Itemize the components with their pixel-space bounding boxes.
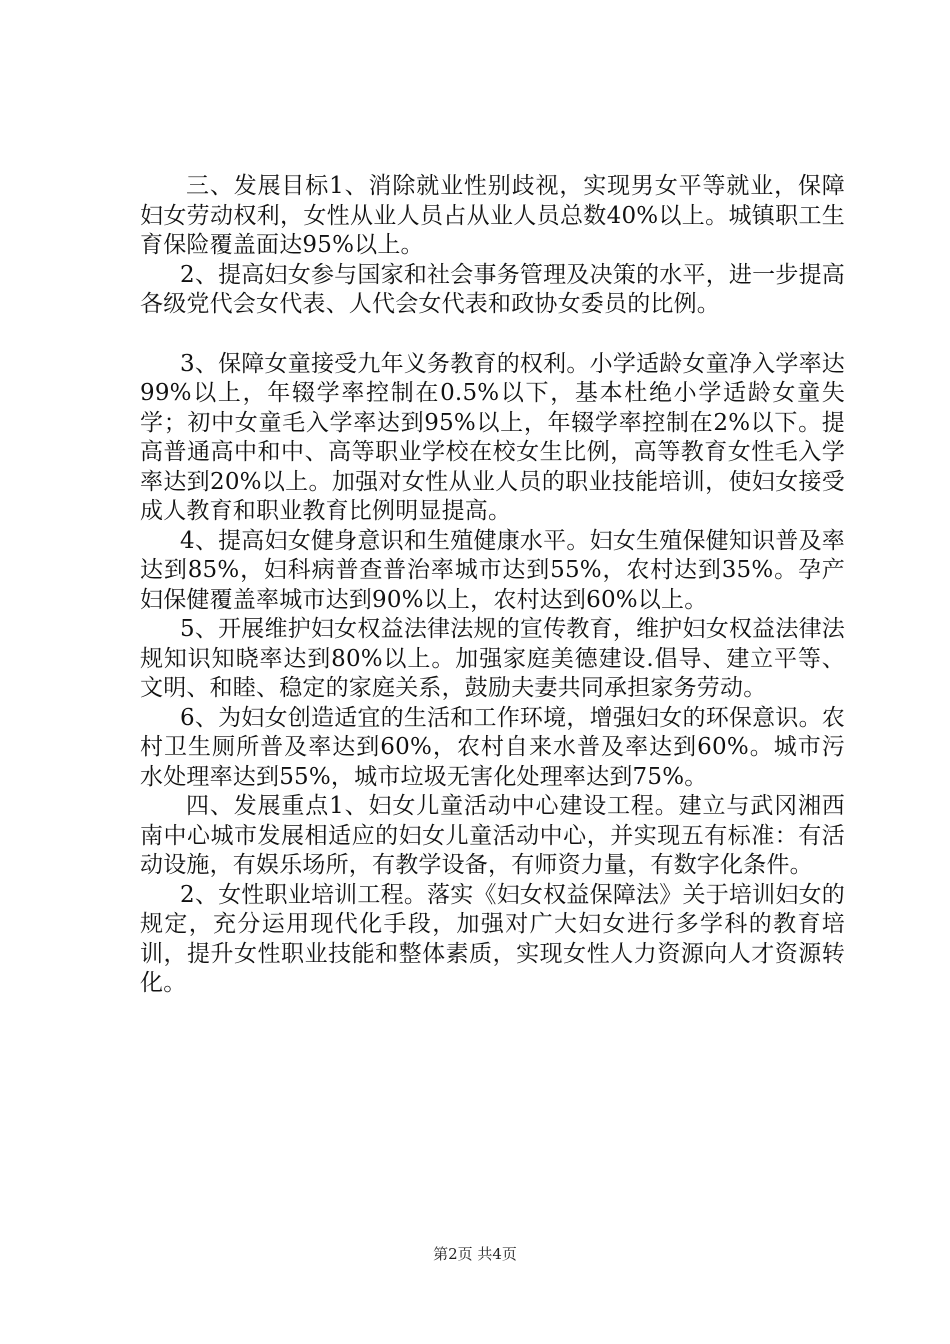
- paragraph-goal-5: 5、开展维护妇女权益法律法规的宣传教育，维护妇女权益法律法规知识知晓率达到80%以上。加强家庭美德建设.倡导、建立平等、文明、和睦、稳定的家庭关系，鼓励夫妻共同承担家务劳动。: [140, 616, 845, 701]
- paragraph-goal-2: 2、提高妇女参与国家和社会事务管理及决策的水平，进一步提高各级党代会女代表、人代会女代表和政协女委员的比例。: [140, 261, 845, 317]
- paragraph-development-goals-1: 三、发展目标1、消除就业性别歧视，实现男女平等就业，保障妇女劳动权利，女性从业人员占从业人员总数40%以上。城镇职工生育保险覆盖面达95%以上。: [140, 173, 845, 258]
- paragraph-focus-2: 2、女性职业培训工程。落实《妇女权益保障法》关于培训妇女的规定，充分运用现代化手段，加强对广大妇女进行多学科的教育培训，提升女性职业技能和整体素质，实现女性人力资源向人才资源转化。: [140, 881, 845, 996]
- paragraph-goal-4: 4、提高妇女健身意识和生殖健康水平。妇女生殖保健知识普及率达到85%，妇科病普查普治率城市达到55%，农村达到35%。孕产妇保健覆盖率城市达到90%以上，农村达到60%以上。: [140, 527, 845, 613]
- document-body: [140, 172, 845, 999]
- paragraph-goal-6: 6、为妇女创造适宜的生活和工作环境，增强妇女的环保意识。农村卫生厕所普及率达到60%，农村自来水普及率达到60%。城市污水处理率达到55%，城市垃圾无害化处理率达到75%。: [140, 704, 845, 790]
- paragraph-development-focus-1: 四、发展重点1、妇女儿童活动中心建设工程。建立与武冈湘西南中心城市发展相适应的妇女儿童活动中心，并实现五有标准：有活动设施，有娱乐场所，有教学设备，有师资力量，有数字化条件。: [140, 793, 845, 878]
- paragraph-goal-3: 3、保障女童接受九年义务教育的权利。小学适龄女童净入学率达99%以上，年辍学率控制在0.5%以下，基本杜绝小学适龄女童失学；初中女童毛入学率达到95%以上，年辍学率控制在2%以下。提高普通高中和中、高等职业学校在校女生比例，高等教育女性毛入学率达到20%以上。加强对女性从业人员的职业技能培训，使妇女接受成人教育和职业教育比例明显提高。: [140, 350, 845, 524]
- page-number-footer: 第2页 共4页: [433, 1245, 517, 1263]
